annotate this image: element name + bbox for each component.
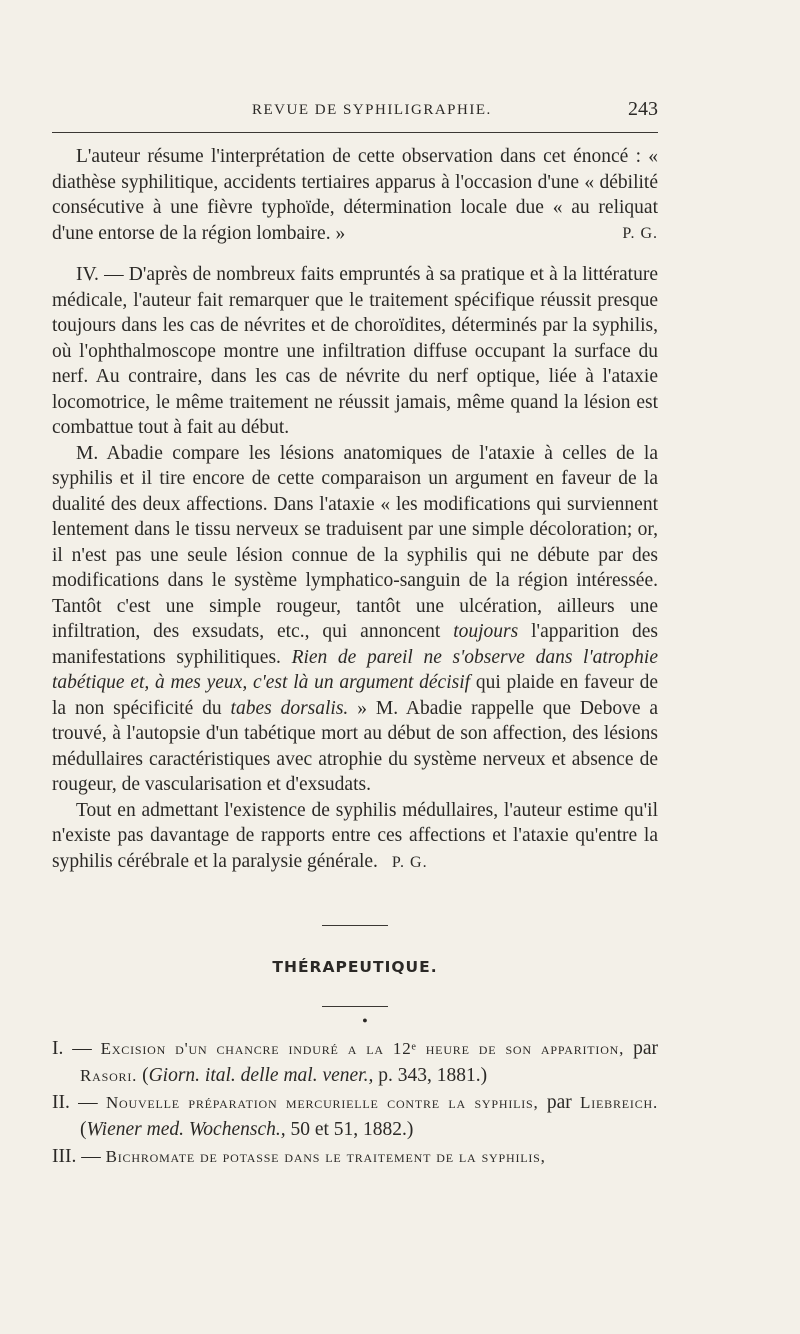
section-title: THÉRAPEUTIQUE. <box>272 958 438 976</box>
reference-item: I. — Excision d'un chancre induré a la 12ᵉ heure de son apparition, par Rasori. (Giorn. ital. delle mal. vener., p. 343, 1881.) <box>52 1038 658 1086</box>
page-number: 243 <box>628 98 658 120</box>
signature: P. G. <box>622 224 658 242</box>
paragraph-abadie: M. Abadie compare les lésions anatomiques de l'ataxie à celles de la syphilis et il tire encore de cette comparaison un argument en faveur de la dualité des deux affections. Dans l'ataxie « les modifications qui surviennent lentement dans le tissu nerveux se traduisent par une simple décoloration; or, il n'est pas une seule lésion connue de la syphilis qui ne débute par des modifications dans le système lymphatico-sanguin de la région intéressée. Tantôt c'est une simple rougeur, tantôt une ulcération, ailleurs une infiltration, des exsudats, etc., qui annoncent toujours l'apparition des manifestations syphilitiques. Rien de pareil ne s'observe dans l'atrophie tabétique et, à mes yeux, c'est là un argument décisif qui plaide en faveur de la non spécificité du tabes dorsalis. » M. Abadie rappelle que Debove a trouvé, à l'autopsie d'un tabétique mort au début de son affection, des lésions médullaires caractéristiques avec atrophie du système nerveux et absence de rougeur, de vascularisation et d'exsudats. <box>52 442 659 795</box>
section-rule-bottom <box>322 1006 388 1007</box>
paragraph-conclusion: Tout en admettant l'existence de syphilis médullaires, l'auteur estime qu'il n'existe pas davantage de rapports entre ces affections et l'ataxie qu'entre la syphilis cérébrale et la paralysie générale. P. G. <box>52 799 658 872</box>
article-body <box>52 144 658 875</box>
signature: P. G. <box>391 853 428 871</box>
dot-ornament: ● <box>362 1015 368 1025</box>
page-header <box>52 96 658 126</box>
paragraph-summary: L'auteur résume l'interprétation de cette observation dans cet énoncé : « diathèse syphilitique, accidents tertiaires apparus à l'occasion d'une « débilité consécutive à une fièvre typhoïde, détermination locale due « au reliquat d'une entorse de la région lombaire. » P. G. <box>52 144 658 246</box>
reference-item: III. — Bichromate de potasse dans le traitement de la syphilis, <box>52 1146 546 1167</box>
paragraph-iv: IV. — D'après de nombreux faits empruntés à sa pratique et à la littérature médicale, l'auteur fait remarquer que le traitement spécifique réussit presque toujours dans les cas de névrites et de choroïdites, déterminés par la syphilis, où l'ophthalmoscope montre une infiltration diffuse occupant la surface du nerf. Au contraire, dans les cas de névrite du nerf optique, liée à l'ataxie locomotrice, le même traitement ne réussit jamais, même quand la lésion est combattue tout à fait au début. <box>52 264 658 438</box>
running-head: REVUE DE SYPHILIGRAPHIE. <box>252 102 492 118</box>
section-rule-top <box>322 925 388 926</box>
reference-item: II. — Nouvelle préparation mercurielle contre la syphilis, par Liebreich. (Wiener med. Wochensch., 50 et 51, 1882.) <box>52 1092 659 1140</box>
page <box>52 96 658 1170</box>
header-rule <box>52 132 658 133</box>
reference-list <box>52 1035 658 1170</box>
